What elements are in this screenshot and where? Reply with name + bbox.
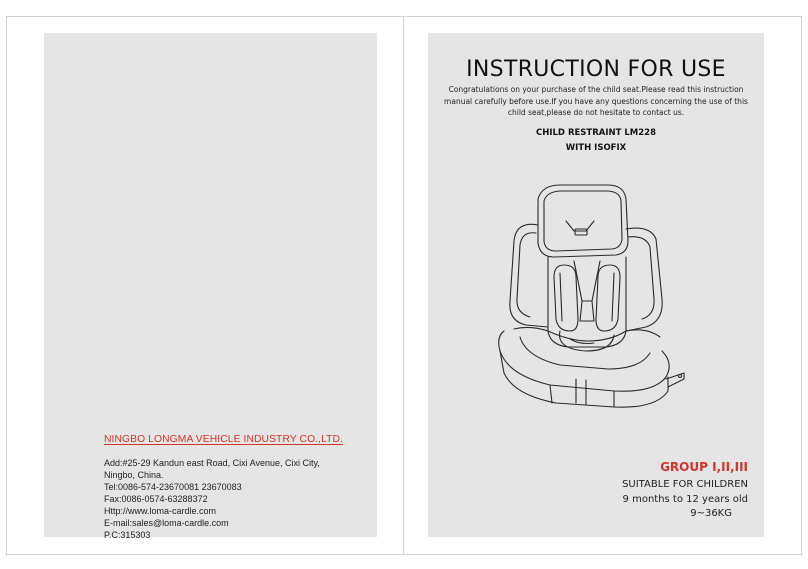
front-cover-panel bbox=[428, 33, 764, 537]
contact-website: Http://www.loma-cardle.com bbox=[104, 506, 217, 516]
car-seat-illustration bbox=[490, 181, 686, 409]
suitability-heading: SUITABLE FOR CHILDREN bbox=[622, 479, 748, 490]
age-range: 9 months to 12 years old bbox=[622, 493, 748, 505]
model-feature: WITH ISOFIX bbox=[565, 143, 627, 153]
intro-paragraph: Congratulations on your purchase of the child seat.Please read this instruction manual carefully before use.If you have any questions concerning the use of this child seat,please do not hesitate to contact us. bbox=[444, 85, 748, 117]
contact-block bbox=[44, 401, 377, 540]
company-name: NINGBO LONGMA VEHICLE INDUSTRY CO.,LTD. bbox=[104, 434, 344, 445]
contact-fax: Fax:0086-0574-63288372 bbox=[104, 494, 208, 504]
contact-address-line-1: Add:#25-29 Kandun east Road, Cixi Avenue, Cixi City, bbox=[104, 458, 320, 468]
suitability-list bbox=[622, 478, 748, 522]
group-classification: GROUP I,II,III bbox=[660, 460, 748, 474]
weight-range: 9~36KG bbox=[690, 508, 732, 519]
contact-postcode: P.C:315303 bbox=[104, 530, 151, 540]
back-cover-panel bbox=[44, 33, 377, 540]
model-heading bbox=[428, 126, 764, 156]
contact-address-line-2: Ningbo, China. bbox=[104, 470, 164, 480]
contact-email: E-mail:sales@loma-cardle.com bbox=[104, 518, 229, 528]
manual-title: INSTRUCTION FOR USE bbox=[466, 57, 726, 82]
model-name: CHILD RESTRAINT LM228 bbox=[536, 128, 656, 138]
contact-tel: Tel:0086-574-23670081 23670083 bbox=[104, 482, 242, 492]
contact-list bbox=[104, 457, 320, 541]
page-fold-line bbox=[403, 16, 404, 555]
